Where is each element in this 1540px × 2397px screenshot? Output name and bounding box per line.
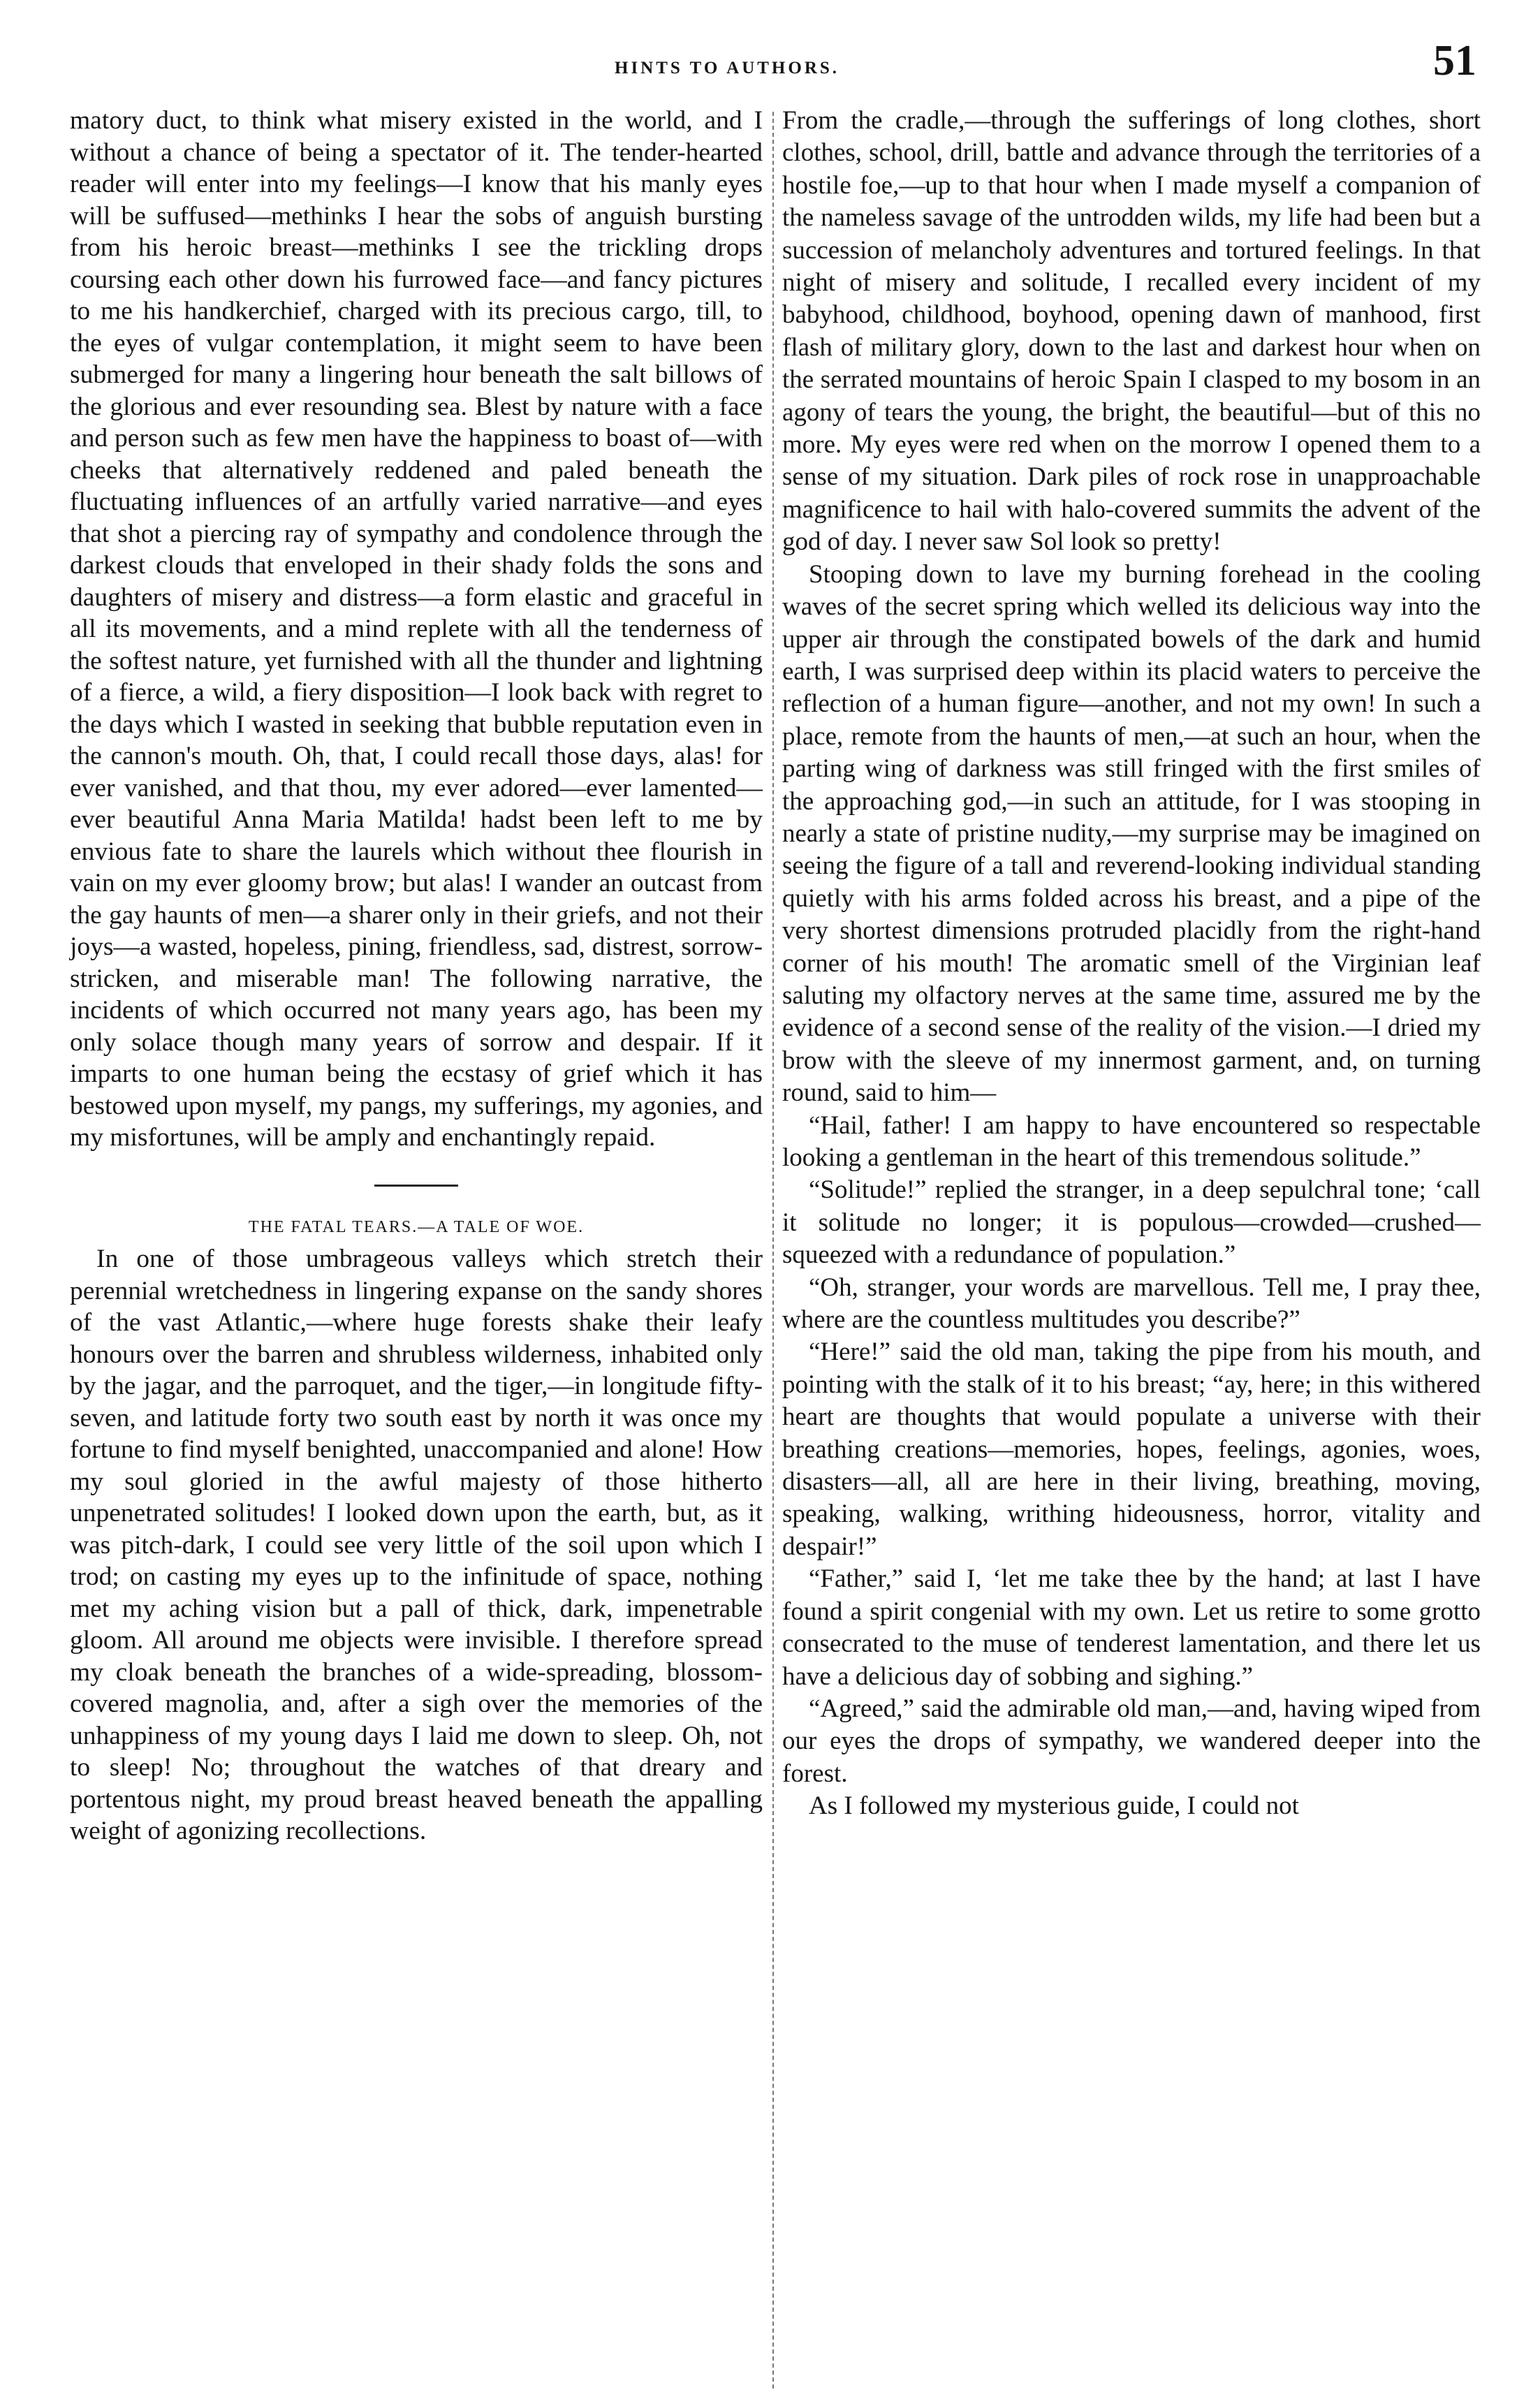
section-separator-rule: [374, 1185, 458, 1187]
dialogue-paragraph: “Oh, stranger, your words are marvellous. Tell me, I pray thee, where are the countless multitudes you describe?”: [782, 1273, 1481, 1335]
column-divider: [772, 112, 774, 2389]
left-column: [70, 105, 763, 1847]
dialogue-paragraph: “Hail, father! I am happy to have encountered so respectable looking a gentleman in the heart of this tremendous solitude.”: [782, 1110, 1481, 1172]
right-column-paragraph: Stooping down to lave my burning forehead in the cooling waves of the secret spring which welled its delicious way into the upper air through the constipated bowels of the dark and humid earth, I was surprised deep within its placid waters to perceive the reflection of a human figure—another, and not my own! In such a place, remote from the haunts of men,—at such an hour, when the parting wing of darkness was still fringed with the first smiles of the approaching god,—in such an attitude, for I was stooping in nearly a state of pristine nudity,—my surprise may be imagined on seeing the figure of a tall and reverend-looking individual standing quietly with his arms folded across his breast, and a pipe of the very shortest dimensions protruded placidly from the right-hand corner of his mouth! The aromatic smell of the Virginian leaf saluting my olfactory nerves at the same time, assured me by the evidence of a second sense of the reality of the vision.—I dried my brow with the sleeve of my innermost garment, and, on turning round, said to him—: [782, 559, 1481, 1108]
right-column-paragraph: As I followed my mysterious guide, I could not: [809, 1791, 1299, 1821]
section-heading: THE FATAL TEARS.—A TALE OF WOE.: [248, 1217, 585, 1236]
page-number: 51: [1433, 37, 1476, 85]
dialogue-paragraph: “Here!” said the old man, taking the pipe from his mouth, and pointing with the stalk of it to his breast; “ay, here; in this withered heart are thoughts that would populate a universe with their breathing creations—memories, hopes, feelings, agonies, woes, disasters—all, all are here in their living, breathing, moving, speaking, walking, writhing hideousness, horror, vitality and despair!”: [782, 1337, 1481, 1561]
running-head: [0, 36, 1540, 92]
dialogue-paragraph: “Solitude!” replied the stranger, in a deep sepulchral tone; ‘call it solitude no longer; it is populous—crowded—crushed—squeezed with a redundance of population.”: [782, 1175, 1481, 1270]
right-column-paragraph: From the cradle,—through the sufferings of long clothes, short clothes, school, drill, battle and advance through the territories of a hostile foe,—up to that hour when I made myself a companion of the nameless savage of the untrodden wilds, my life had been but a succession of melancholy adventures and tortured feelings. In that night of misery and solitude, I recalled every incident of my babyhood, childhood, boyhood, opening dawn of manhood, first flash of military glory, down to the last and darkest hour when on the serrated mountains of heroic Spain I clasped to my bosom in an agony of tears the young, the bright, the beautiful—but of this no more. My eyes were red when on the morrow I opened them to a sense of my situation. Dark piles of rock rose in unapproachable magnificence to hail with halo-covered summits the advent of the god of day. I never saw Sol look so pretty!: [782, 106, 1481, 557]
left-column-paragraph: matory duct, to think what misery existed in the world, and I without a chance of being a spectator of it. The tender-hearted reader will enter into my feelings—I know that his manly eyes will be suffused—methinks I hear the sobs of anguish bursting from his heroic breast—methinks I see the trickling drops coursing each other down his furrowed face—and fancy pictures to me his handkerchief, charged with its precious cargo, till, to the eyes of vulgar contemplation, it might seem to have been submerged for many a lingering hour beneath the salt billows of the glorious and ever resounding sea. Blest by nature with a face and person such as few men have the happiness to boast of—with cheeks that alternatively reddened and paled beneath the fluctuating influences of an artfully varied narrative—and eyes that shot a piercing ray of sympathy and condolence through the darkest clouds that enveloped in their shady folds the sons and daughters of misery and distress—a form elastic and graceful in all its movements, and a mind replete with all the tenderness of the softest nature, yet furnished with all the thunder and lightning of a fierce, a wild, a fiery disposition—I look back with regret to the days which I wasted in seeking that bubble reputation even in the cannon's mouth. Oh, that, I could recall those days, alas! for ever vanished, and that thou, my ever adored—ever lamented—ever beautiful Anna Maria Matilda! hadst been left to me by envious fate to share the laurels which without thee flourish in vain on my ever gloomy brow; but alas! I wander an outcast from the gay haunts of men—a sharer only in their griefs, and not their joys—a wasted, hopeless, pining, friendless, sad, distrest, sorrow-stricken, and miserable man! The following narrative, the incidents of which occurred not many years ago, has been my only solace though many years of sorrow and despair. If it imparts to one human being the ecstasy of grief which it has bestowed upon myself, my pangs, my sufferings, my agonies, and my misfortunes, will be amply and enchantingly repaid.: [70, 106, 763, 1152]
dialogue-paragraph: “Agreed,” said the admirable old man,—and, having wiped from our eyes the drops of sympathy, we wandered deeper into the forest.: [782, 1694, 1481, 1788]
running-head-title: HINTS TO AUTHORS.: [615, 59, 840, 78]
right-column: [782, 105, 1481, 1823]
dialogue-paragraph: “Father,” said I, ‘let me take thee by the hand; at last I have found a spirit congenial with my own. Let us retire to some grotto consecrated to the muse of tenderest lamentation, and there let us have a delicious day of sobbing and sighing.”: [782, 1564, 1481, 1691]
left-column-paragraph: In one of those umbrageous valleys which stretch their perennial wretchedness in lingering expanse on the sandy shores of the vast Atlantic,—where huge forests shake their leafy honours over the barren and shrubless wilderness, inhabited only by the jagar, and the parroquet, and the tiger,—in longitude fifty-seven, and latitude forty two south east by north it was once my fortune to find myself benighted, unaccompanied and alone! How my soul gloried in the awful majesty of those hitherto unpenetrated solitudes! I looked down upon the earth, but, as it was pitch-dark, I could see very little of the soil upon which I trod; on casting my eyes up to the infinitude of space, nothing met my aching vision but a pall of thick, dark, impenetrable gloom. All around me objects were invisible. I therefore spread my cloak beneath the branches of a wide-spreading, blossom-covered magnolia, and, after a sigh over the memories of the unhappiness of my young days I laid me down to sleep. Oh, not to sleep! No; throughout the watches of that dreary and portentous night, my proud breast heaved beneath the appalling weight of agonizing recollections.: [70, 1245, 763, 1845]
